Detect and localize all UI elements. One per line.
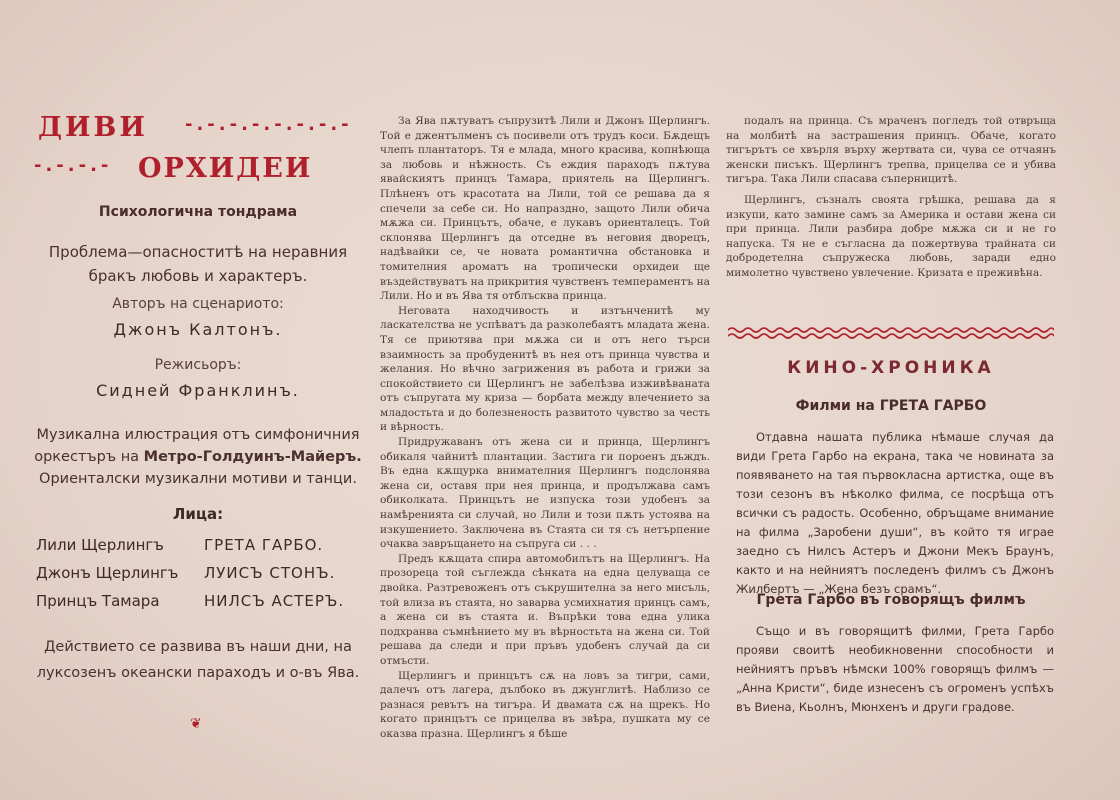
synopsis-continuation xyxy=(726,114,1056,287)
synopsis-column xyxy=(380,114,710,742)
chronicle-heading: КИНО-ХРОНИКА xyxy=(787,358,995,378)
author-name: Джонъ Калтонъ. xyxy=(113,320,283,339)
problem-text: Проблема—опасноститѣ на неравния бракъ любовь и характеръ. xyxy=(48,243,348,285)
music-credit xyxy=(28,424,368,490)
cast-actor: ГРЕТА ГАРБО. xyxy=(204,536,324,554)
author-label: Авторъ на сценариото: xyxy=(112,296,284,312)
wave-divider xyxy=(728,326,1054,340)
cast-row xyxy=(36,592,356,610)
chronicle-paragraph: Отдавна нашата публика нѣмаше случая да види Грета Гарбо на екрана, така че новината за появяването на тая първокласна артистка, още въ този сезонъ въ нѣколко филма, се посрѣща отъ всички съ радость. Особенно, обръщаме внимание на филма „Заробени души“, въ който тя играе заедно съ Нилсъ Астеръ и Джони Мекъ Браунъ, както и на нейниятъ последенъ филмъ съ Джонъ Жилбертъ — „Жена безъ срамъ“. xyxy=(736,430,1054,596)
cast-actor: НИЛСЪ АСТЕРЪ. xyxy=(204,592,345,610)
cast-actor: ЛУИСЪ СТОНЪ. xyxy=(204,564,336,582)
genre-label: Психологична тондрама xyxy=(98,204,298,220)
title-line-2: ОРХИДЕИ xyxy=(138,153,313,184)
chronicle-subheading: Филми на ГРЕТА ГАРБО xyxy=(795,398,987,414)
ornament-icon: ❦ xyxy=(190,716,202,732)
cast-role: Джонъ Щерлингъ xyxy=(36,564,179,582)
chronicle-text-block xyxy=(736,428,1054,599)
title-dots-1: -.-.-.-.-.-.-.- xyxy=(185,114,353,135)
cast-row xyxy=(36,564,356,582)
talkie-paragraph: Също и въ говорящитѣ филми, Грета Гарбо прояви своитѣ необикновенни способности и нейниятъ пръвъ нѣмски 100% говорящъ филмъ — „Анна Кристи“, биде изнесенъ съ огроменъ успѣхъ въ Виена, Кьолнъ, Мюнхенъ и други градове. xyxy=(736,624,1054,714)
title-dots-2: -.-.-.- xyxy=(34,155,113,176)
synopsis-paragraph: Придружаванъ отъ жена си и принца, Щерлингъ обикаля чайнитѣ плантации. Застига ги пороенъ дъждъ. Въ една кѫщурка внимателния Щерлингъ подслонява жена си, оставя при нея принца, и продължава самъ обиколката. Принцътъ не изпуска този удобенъ за намѣренията си случай, но Лили и този пѫть устоява на изкушението. Заключена въ Стаята си тя съ нетърпение очаква завръщането на съпруга си . . . xyxy=(380,436,710,551)
title-line-1: ДИВИ xyxy=(38,112,148,143)
synopsis-paragraph: За Ява пѫтуватъ съпрузитѣ Лили и Джонъ Щерлингъ. Той е джентълменъ съ посивели отъ трудъ коси. Бѫдещъ члепъ плантаторъ. Тя е млада, много красива, копнѣюща за любовь и нѣжность. Съ еждия параходъ пѫтува явайскиятъ принцъ Тамара, приятель на Щерлингъ. Плѣненъ отъ красотата на Лили, той се решава да я спечели за себе си. Но напраздно, защото Лили обича мѫжа си. Принцътъ, обаче, е лукавъ ориенталецъ. Той склонява Щерлингъ да отседне въ неговия дворецъ, надѣвайки се, че новата романтична обстановка и томителния ароматъ на тропически орхидеи ще въздействуватъ на прикрития чувственъ темпераментъ на Лили. Но и въ Ява тя отблъсква принца. xyxy=(380,115,710,303)
synopsis-paragraph: Предъ кѫщата спира автомобилътъ на Щерлингъ. На прозореца той съглежда сѣнката на една целуваща се двойка. Разтревоженъ отъ съкрушителна за него мисъль, той влиза въ стаята, но заварва усмихнатия принцъ самъ, а жена си въ стаята и. Въпрѣки това една улика подхранва съмнѣнието му въ вѣрностьта на жена си. Той решава да следи и при пръвъ удобенъ случай да си отмъсти. xyxy=(380,552,710,667)
talkie-text-block xyxy=(736,622,1054,717)
synopsis-paragraph: Щерлингъ, съзналъ своята грѣшка, решава да я изкупи, като замине самъ за Америка и остави жена си при принца. Лили разбира добре мѫжа си и не го напуска. Тя не е съгласна да пожертвува трайната си добродетелна съпружеска любовь, заради едно мимолетно чувствено увлечение. Кризата е преживѣна. xyxy=(726,193,1056,279)
talkie-heading: Грета Гарбо въ говорящъ филмъ xyxy=(756,592,1026,608)
cast-role: Лили Щерлингъ xyxy=(36,536,164,554)
director-label: Режисьоръ: xyxy=(154,357,242,373)
synopsis-paragraph: Щерлингъ и принцътъ сѫ на ловъ за тигри, сами, далечъ отъ лагера, дълбоко въ джунглитѣ. Наблизо се разнася ревътъ на тигъра. И двамата сѫ на щрекъ. Но когато принцътъ се прицелва въ звѣра, пушката му се оказва празна. Щерлингъ я бѣше xyxy=(380,669,710,740)
music-studio: Метро-Голдуинъ-Майеръ. xyxy=(143,449,362,465)
synopsis-paragraph: Неговата находчивость и изтънченитѣ му ласкателства не успѣватъ да разколебаятъ младата жена. Тя се приютява при мѫжа си и отъ него търси взаимность за пробуденитѣ въ нея отъ принца чувства и желания. Но вѣчно загрижения въ работа и грижи за спокойствието си Щерлингъ не забелѣзва изживѣваната отъ съпругата му криза — борбата между влечението за младостьта и до болезненость развитото чувство за честь и вѣрность. xyxy=(380,304,710,434)
cast-role: Принцъ Тамара xyxy=(36,592,160,610)
director-name: Сидней Франклинъ. xyxy=(96,381,300,400)
music-pre: Музикална илюстрация отъ симфоничния оркестъръ на xyxy=(34,427,360,465)
cast-heading: Лица: xyxy=(172,505,224,523)
synopsis-paragraph: подалъ на принца. Съ мраченъ погледъ той отвръща на молбитѣ на застрашения принцъ. Обаче, когато тигърътъ се хвърля върху жертвата си, чува се отчаянъ женски писъкъ. Щерлингъ трепва, прицелва се и убива тигъра. Така Лили спасава съперницитѣ. xyxy=(726,115,1056,186)
setting-text: Действието се развива въ наши дни, на луксозенъ океански параходъ и о-въ Ява. xyxy=(36,639,360,681)
cast-row xyxy=(36,536,356,554)
music-post: Ориенталски музикални мотиви и танци. xyxy=(39,471,357,487)
